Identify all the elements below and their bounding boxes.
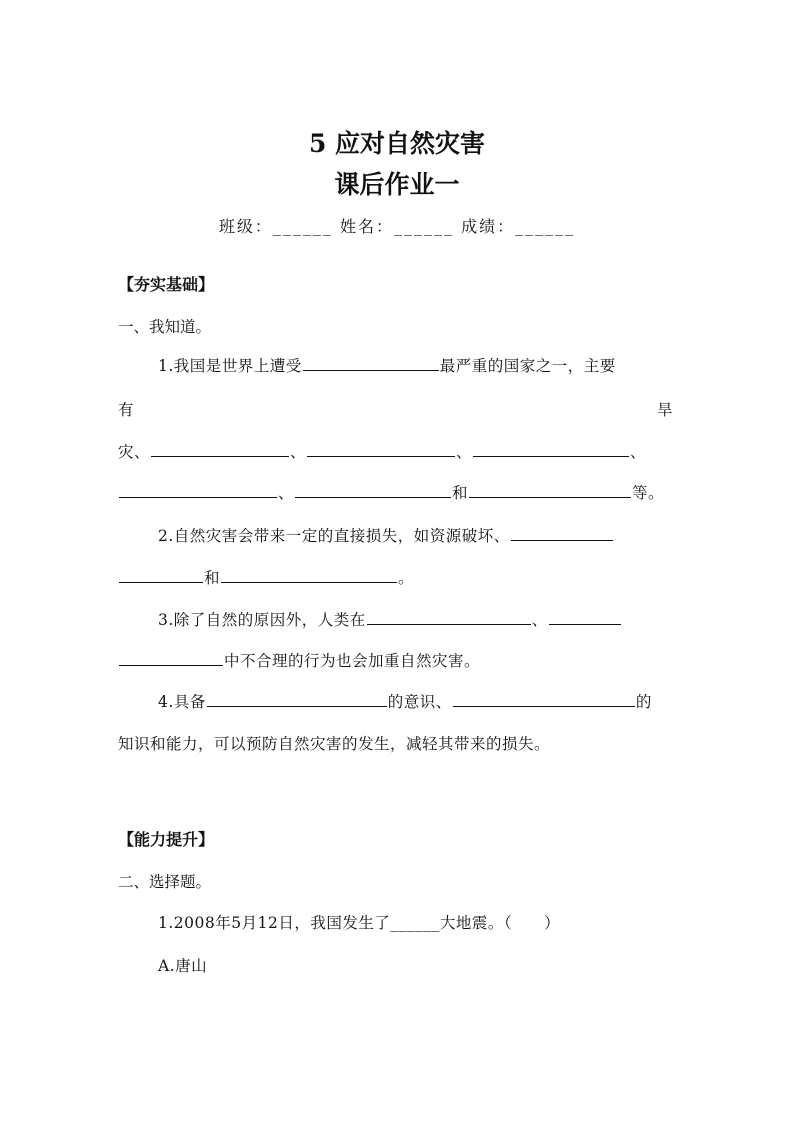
name-label: 姓名： [339, 217, 394, 236]
q1-blank-3[interactable] [307, 455, 455, 457]
q4-blank-2[interactable] [453, 705, 635, 707]
q3-text-a: 3.除了自然的原因外，人类在 [158, 611, 366, 629]
q3-text-b: 中不合理的行为也会加重自然灾害。 [224, 652, 481, 670]
q1-text-c: 有 [118, 401, 135, 419]
q1-text-b: 最严重的国家之一，主要 [439, 357, 616, 375]
q1-blank-7[interactable] [469, 496, 631, 498]
question-4-line-2: 知识和能力，可以预防自然灾害的发生，减轻其带来的损失。 [118, 735, 551, 753]
q1-blank-5[interactable] [119, 496, 277, 498]
section-header-basics: 【夯实基础】 [118, 275, 215, 294]
q3-separator: 、 [531, 611, 548, 629]
q1-separator: 、 [290, 443, 307, 461]
question-3-line-1 [158, 608, 622, 630]
q1-and: 和 [452, 484, 469, 502]
page-title: 5 应对自然灾害 [308, 129, 486, 158]
question-group-heading-2: 二、选择题。 [118, 873, 212, 891]
q1-separator: 、 [456, 443, 473, 461]
question-1-line-1 [158, 354, 616, 376]
q1-end: 等。 [632, 484, 665, 502]
q2-blank-1-cont[interactable] [119, 581, 203, 583]
q2-blank-1[interactable] [511, 539, 613, 541]
q4-text-b: 的意识、 [387, 693, 452, 711]
student-info-row [0, 214, 794, 237]
q2-text-a: 2.自然灾害会带来一定的直接损失，如资源破坏、 [158, 527, 510, 545]
choice-question-1: 1.2008年5月12日，我国发生了______大地震。（ ） [158, 914, 561, 932]
q1-blank-6[interactable] [295, 496, 451, 498]
score-label: 成绩： [461, 217, 516, 236]
q4-text-c: 的 [635, 693, 652, 711]
q4-text-a: 4.具备 [158, 693, 206, 711]
choice-option-a[interactable]: A.唐山 [158, 957, 208, 975]
q3-blank-1[interactable] [367, 623, 531, 625]
class-label: 班级： [218, 217, 273, 236]
class-field[interactable]: ______ [272, 217, 333, 236]
q1-text-d: 旱 [657, 401, 674, 419]
question-4-line-1 [158, 690, 652, 712]
question-3-line-2 [118, 649, 480, 671]
section-header-improvement: 【能力提升】 [118, 830, 215, 849]
q2-blank-2[interactable] [221, 581, 397, 583]
q3-blank-2[interactable] [549, 623, 621, 625]
question-2-line-1 [158, 524, 614, 546]
q1-separator: 、 [278, 484, 295, 502]
question-2-line-2 [118, 566, 414, 588]
q1-blank-2[interactable] [151, 455, 289, 457]
q2-end: 。 [398, 569, 415, 587]
question-1-line-4 [118, 481, 664, 503]
score-field[interactable]: ______ [515, 217, 576, 236]
question-group-heading-1: 一、我知道。 [118, 318, 212, 336]
page-subtitle: 课后作业一 [334, 170, 460, 199]
q1-text-e: 灾、 [118, 443, 151, 461]
question-1-line-3 [118, 440, 646, 462]
q3-blank-2-cont[interactable] [119, 664, 223, 666]
q1-blank-1[interactable] [303, 369, 439, 371]
q2-and: 和 [204, 569, 221, 587]
q4-blank-1[interactable] [207, 705, 387, 707]
q1-separator: 、 [630, 443, 647, 461]
name-field[interactable]: ______ [394, 217, 454, 236]
q1-blank-4[interactable] [473, 455, 629, 457]
q1-text-a: 1.我国是世界上遭受 [158, 357, 302, 375]
